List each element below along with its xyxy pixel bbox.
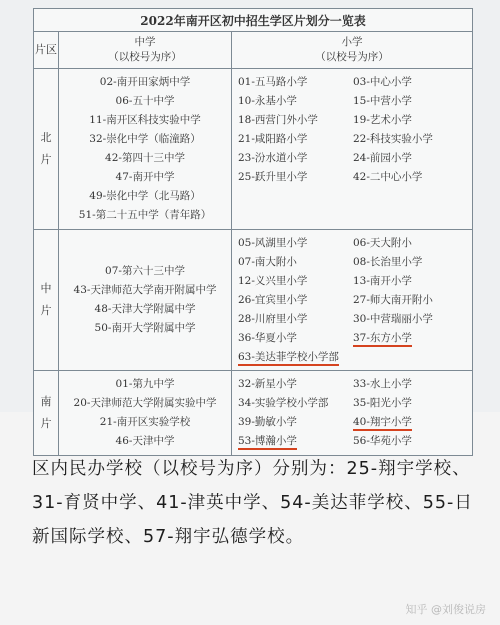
middle-school: 06-五十中学 (115, 95, 175, 107)
middle-school: 02-南开田家炳中学 (99, 76, 191, 88)
primary-school: 15-中营小学 (353, 95, 412, 107)
header-primary-label: 小学 (341, 36, 363, 48)
primary-school: 27-师大南开附小 (353, 294, 433, 306)
primary-school: 36-华夏小学 (238, 332, 297, 344)
primary-school: 34-实验学校小学部 (238, 397, 329, 409)
middle-schools-north (59, 69, 232, 230)
primary-school: 28-川府里小学 (238, 313, 308, 325)
zone-label-top: 中 (40, 282, 52, 295)
primary-schools-north (232, 69, 473, 230)
middle-school: 50-南开大学附属中学 (94, 322, 196, 334)
primary-school: 06-天大附小 (353, 237, 412, 249)
private-schools-notice: 区内民办学校（以校号为序）分别为：25-翔宇学校、31-育贤中学、41-津英中学、54-美达菲学校、55-日新国际学校、57-翔宇弘德学校。 (32, 459, 473, 547)
header-middle-sub: （以校号为序） (108, 51, 182, 63)
primary-school: 30-中营瑞丽小学 (353, 313, 433, 325)
primary-schools-south (232, 371, 473, 456)
zone-label-central (34, 230, 59, 371)
middle-school: 01-第九中学 (115, 378, 175, 390)
header-middle (59, 32, 232, 69)
primary-school-highlighted: 40-翔宇小学 (353, 416, 412, 431)
header-primary-sub: （以校号为序） (315, 51, 389, 63)
primary-school: 42-二中心小学 (353, 171, 423, 183)
middle-school: 49-崇化中学（北马路） (89, 190, 201, 202)
primary-school-highlighted: 37-东方小学 (353, 332, 412, 347)
zone-label-top: 南 (40, 395, 52, 408)
primary-school: 19-艺术小学 (353, 114, 412, 126)
header-zone: 片区 (34, 32, 59, 69)
primary-school: 35-阳光小学 (353, 397, 412, 409)
header-middle-label: 中学 (134, 36, 156, 48)
middle-school: 42-第四十三中学 (105, 152, 185, 164)
primary-school: 10-永基小学 (238, 95, 297, 107)
school-district-table (33, 8, 473, 456)
zone-label-south (34, 371, 59, 456)
primary-school: 23-汾水道小学 (238, 152, 308, 164)
middle-schools-south (59, 371, 232, 456)
zone-label-bottom: 片 (40, 153, 52, 166)
primary-school: 26-宜宾里小学 (238, 294, 308, 306)
primary-school: 24-前园小学 (353, 152, 412, 164)
primary-school: 08-长治里小学 (353, 256, 423, 268)
primary-school-highlighted: 53-博瀚小学 (238, 435, 297, 450)
middle-school: 48-天津大学附属中学 (94, 303, 196, 315)
primary-school: 12-义兴里小学 (238, 275, 308, 287)
primary-school: 33-水上小学 (353, 378, 412, 390)
primary-school: 07-南大附小 (238, 256, 297, 268)
primary-school: 03-中心小学 (353, 76, 412, 88)
header-primary (232, 32, 473, 69)
zone-label-bottom: 片 (40, 304, 52, 317)
zone-row-north (34, 69, 473, 230)
zone-row-central (34, 230, 473, 371)
primary-school: 21-咸阳路小学 (238, 133, 308, 145)
middle-school: 11-南开区科技实验中学 (89, 114, 201, 126)
primary-school: 25-跃升里小学 (238, 171, 308, 183)
primary-school: 01-五马路小学 (238, 76, 308, 88)
watermark: 知乎 @刘俊说房 (405, 603, 486, 616)
middle-school: 07-第六十三中学 (105, 265, 185, 277)
middle-school: 43-天津师范大学南开附属中学 (73, 284, 217, 296)
primary-school: 13-南开小学 (353, 275, 412, 287)
primary-school: 05-风湖里小学 (238, 237, 308, 249)
zone-label-north (34, 69, 59, 230)
primary-school-highlighted: 63-美达菲学校小学部 (238, 351, 339, 366)
primary-school: 18-西营门外小学 (238, 114, 318, 126)
middle-school: 51-第二十五中学（青年路） (78, 209, 212, 221)
primary-school: 39-勤敏小学 (238, 416, 297, 428)
primary-school: 32-新星小学 (238, 378, 297, 390)
primary-school: 56-华苑小学 (353, 435, 412, 447)
middle-schools-central (59, 230, 232, 371)
middle-school: 47-南开中学 (115, 171, 175, 183)
middle-school: 20-天津师范大学附属实验中学 (73, 397, 217, 409)
primary-school: 22-科技实验小学 (353, 133, 433, 145)
zone-label-bottom: 片 (40, 417, 52, 430)
middle-school: 46-天津中学 (115, 435, 175, 447)
middle-school: 21-南开区实验学校 (99, 416, 191, 428)
middle-school: 32-崇化中学（临潼路） (89, 133, 201, 145)
table-title: 2022年南开区初中招生学区片划分一览表 (34, 9, 473, 32)
zone-row-south (34, 371, 473, 456)
primary-schools-central (232, 230, 473, 371)
zone-label-top: 北 (40, 131, 52, 144)
